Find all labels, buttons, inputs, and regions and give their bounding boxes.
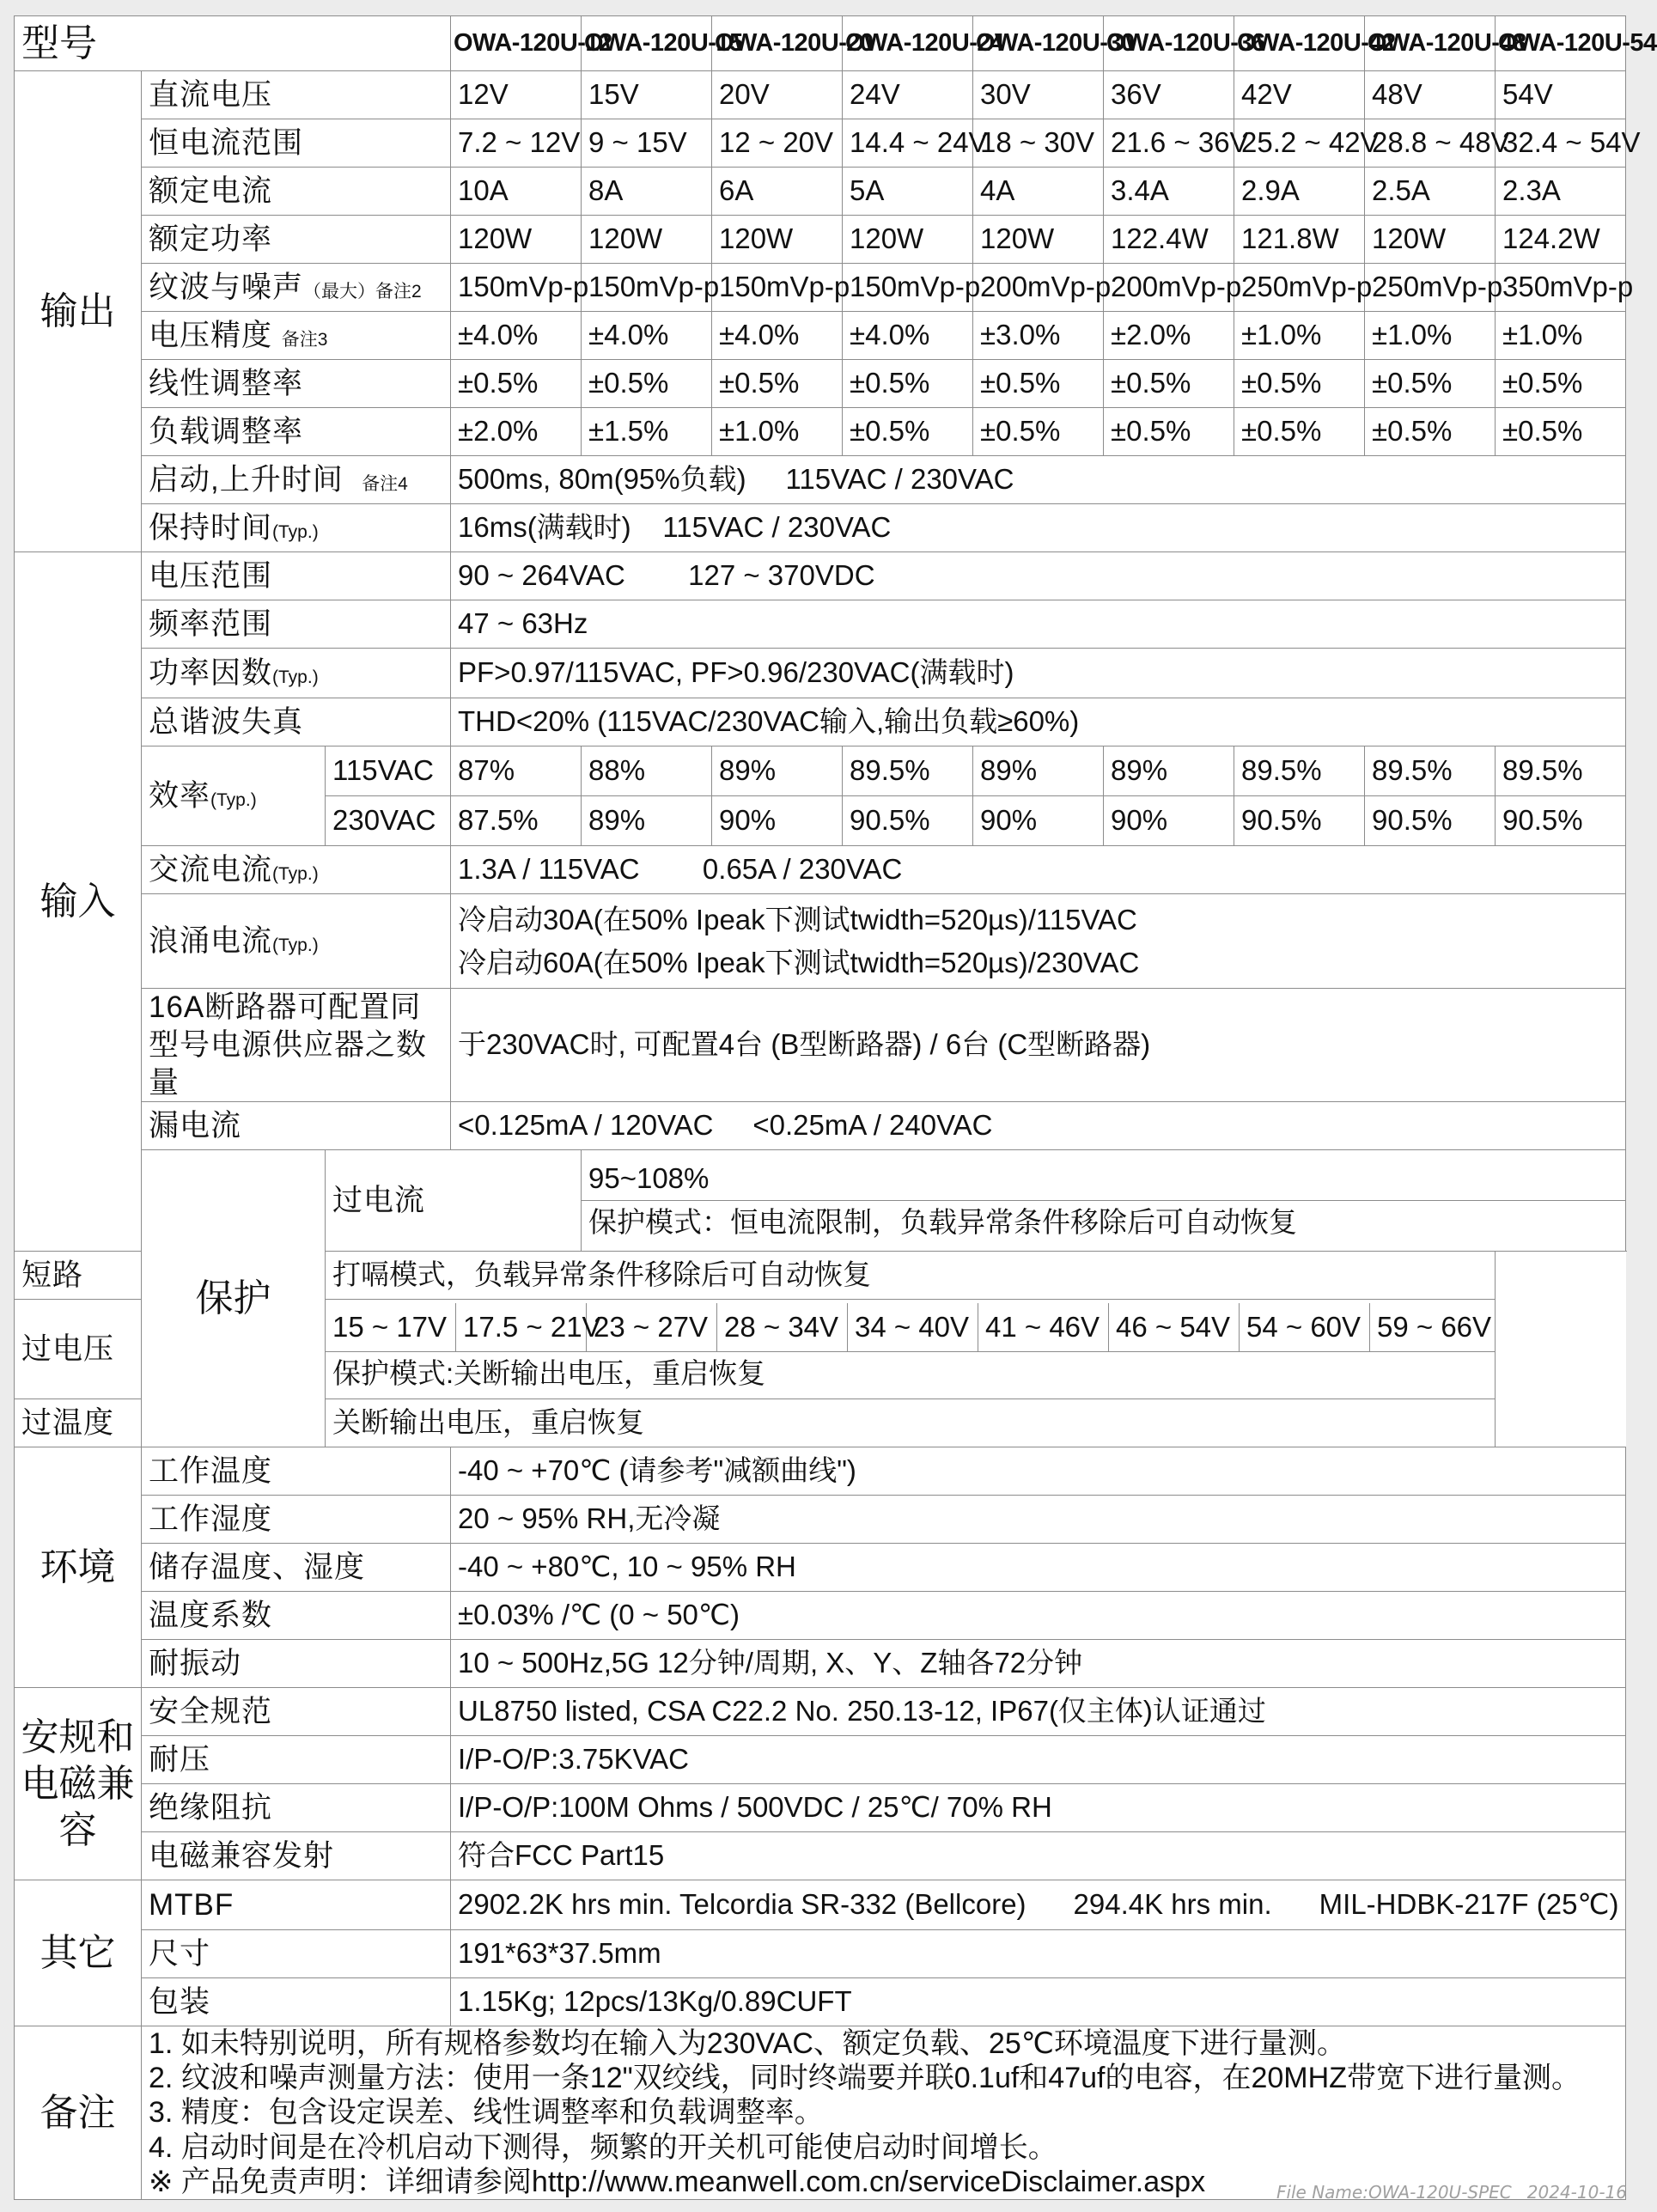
value-cell: ±0.5% (1234, 360, 1365, 408)
value-cell: ±4.0% (451, 312, 582, 360)
value-cell: 12 ~ 20V (712, 119, 843, 168)
row-label (142, 456, 451, 504)
value-cell: ±0.5% (1496, 360, 1626, 408)
value-cell: 90.5% (1365, 796, 1496, 846)
notes-cell (142, 2026, 1626, 2200)
row-label: 绝缘阻抗 (142, 1784, 451, 1832)
line-regulation-row (15, 360, 1626, 408)
value-cell: 120W (712, 216, 843, 264)
value-cell: ±0.5% (1365, 360, 1496, 408)
row-label: MTBF (142, 1880, 451, 1930)
value-cell: 15V (582, 71, 712, 119)
value-cell: 120W (1365, 216, 1496, 264)
value-cell: 2.5A (1365, 168, 1496, 216)
value-cell: 90% (973, 796, 1104, 846)
value-cell: 24V (843, 71, 973, 119)
value-cell: 121.8W (1234, 216, 1365, 264)
label-text: 功率因数 (149, 655, 273, 690)
safety-standards-row (15, 1688, 1626, 1736)
ovp-cell: 28 ~ 34V (717, 1303, 848, 1351)
value-cell: 89.5% (1496, 746, 1626, 796)
value-cell: 90.5% (1496, 796, 1626, 846)
row-label (142, 649, 451, 698)
value-cell: 48V (1365, 71, 1496, 119)
row-label: 尺寸 (142, 1930, 451, 1978)
note-item: 4. 启动时间是在冷机启动下测得，频繁的开关机可能使启动时间增长。 (149, 2130, 1057, 2164)
value-cell: 150mVp-p (712, 264, 843, 312)
value-cell: 87% (451, 746, 582, 796)
value-cell: ±1.5% (582, 408, 712, 456)
label-text: 效率 (149, 778, 211, 813)
value-cell: 32.4 ~ 54V (1496, 119, 1626, 168)
row-label: 安全规范 (142, 1688, 451, 1736)
note-item: 1. 如未特别说明，所有规格参数均在输入为230VAC、额定负载、25℃环境温度下进行量测。 (149, 2027, 1346, 2061)
note-tag: （最大）备注2 (303, 281, 422, 302)
row-label (142, 846, 451, 894)
value-cell: 25.2 ~ 42V (1234, 119, 1365, 168)
label-text: 启动,上升时间 (149, 462, 344, 497)
value-cell: 54V (1496, 71, 1626, 119)
row-label: 16A断路器可配置同型号电源供应器之数量 (142, 989, 451, 1102)
value-cell: ±4.0% (843, 312, 973, 360)
row-label: 过温度 (15, 1399, 326, 1447)
value-cell: 28.8 ~ 48V (1365, 119, 1496, 168)
value-cell: 124.2W (1496, 216, 1626, 264)
value-cell (451, 894, 1626, 989)
power-factor-row (15, 649, 1626, 698)
overload-line: 95~108% (588, 1162, 710, 1195)
value-cell: ±1.0% (1365, 312, 1496, 360)
row-label (142, 746, 326, 846)
value-cell: ±1.0% (1496, 312, 1626, 360)
value-cell: ±2.0% (451, 408, 582, 456)
value-cell: 89.5% (1365, 746, 1496, 796)
value-cell: 打嗝模式，负载异常条件移除后可自动恢复 (326, 1252, 1496, 1300)
note-tag: 备注3 (281, 329, 328, 350)
breaker-row (15, 989, 1626, 1102)
row-label: 温度系数 (142, 1592, 451, 1640)
value-cell: ±0.5% (843, 408, 973, 456)
value-cell: ±1.0% (712, 408, 843, 456)
value-cell: 89% (712, 746, 843, 796)
ac-current-row (15, 846, 1626, 894)
value-cell: 于230VAC时, 可配置4台 (B型断路器) / 6台 (C型断路器) (451, 989, 1626, 1102)
row-label: 总谐波失真 (142, 698, 451, 746)
value-cell: 1.15Kg; 12pcs/13Kg/0.89CUFT (451, 1978, 1626, 2026)
typ-tag: (Typ.) (272, 667, 319, 687)
spec-table (14, 15, 1657, 2200)
value-cell: 1.3A / 115VAC 0.65A / 230VAC (451, 846, 1626, 894)
row-label: 耐压 (142, 1736, 451, 1784)
row-label (142, 264, 451, 312)
row-label: 电磁兼容发射 (142, 1832, 451, 1880)
value-cell: I/P-O/P:100M Ohms / 500VDC / 25℃/ 70% RH (451, 1784, 1626, 1832)
value-cell: ±0.5% (1234, 408, 1365, 456)
label-text: 浪涌电流 (149, 923, 273, 958)
value-cell: 89% (1104, 746, 1234, 796)
ovp-cell: 46 ~ 54V (1109, 1303, 1240, 1351)
value-cell: I/P-O/P:3.75KVAC (451, 1736, 1626, 1784)
value-cell (582, 1150, 1626, 1252)
value-cell: -40 ~ +70℃ (请参考"减额曲线") (451, 1447, 1626, 1496)
value-cell: 90.5% (1234, 796, 1365, 846)
file-name: File Name:OWA-120U-SPEC (1276, 2182, 1512, 2203)
value-cell: 350mVp-p (1496, 264, 1626, 312)
category-safety: 安规和电磁兼容 (15, 1688, 142, 1880)
model-name: OWA-120U-12 (451, 16, 582, 71)
value-cell: 18 ~ 30V (973, 119, 1104, 168)
row-label: 短路 (15, 1252, 326, 1300)
value-cell: 12V (451, 71, 582, 119)
row-label: 过电压 (15, 1300, 326, 1399)
value-cell: 5A (843, 168, 973, 216)
row-label: 额定功率 (142, 216, 451, 264)
overload-line: 保护模式：恒电流限制，负载异常条件移除后可自动恢复 (582, 1200, 1625, 1244)
value-cell: 89.5% (1234, 746, 1365, 796)
ovp-mode: 保护模式:关断输出电压，重启恢复 (332, 1357, 766, 1390)
model-name: OWA-120U-42 (1234, 16, 1365, 71)
rated-current-row (15, 168, 1626, 216)
value-cell: PF>0.97/115VAC, PF>0.96/230VAC(满载时) (451, 649, 1626, 698)
row-label: 过电流 (326, 1150, 582, 1252)
row-label: 工作湿度 (142, 1496, 451, 1544)
efficiency-voltage: 230VAC (326, 796, 451, 846)
value-cell: 42V (1234, 71, 1365, 119)
value-cell: 200mVp-p (973, 264, 1104, 312)
value-cell: 47 ~ 63Hz (451, 600, 1626, 649)
category-protection: 保护 (142, 1150, 326, 1447)
inrush-line: 冷启动30A(在50% Ipeak下测试twidth=520µs)/115VAC (458, 903, 1137, 935)
frequency-range-row (15, 600, 1626, 649)
value-cell: ±0.5% (973, 360, 1104, 408)
value-cell: 21.6 ~ 36V (1104, 119, 1234, 168)
row-label (142, 894, 451, 989)
model-name: OWA-120U-24 (843, 16, 973, 71)
category-others: 其它 (15, 1880, 142, 2026)
model-name: OWA-120U-48 (1365, 16, 1496, 71)
value-cell: 120W (451, 216, 582, 264)
value-cell: ±0.03% /℃ (0 ~ 50℃) (451, 1592, 1626, 1640)
ripple-row (15, 264, 1626, 312)
typ-tag: (Typ.) (210, 789, 257, 810)
working-temp-row (15, 1447, 1626, 1496)
value-cell: 150mVp-p (843, 264, 973, 312)
ovp-cell: 15 ~ 17V (326, 1303, 456, 1351)
value-cell: 90% (1104, 796, 1234, 846)
label-text: 保持时间 (149, 510, 273, 545)
model-header-row (15, 16, 1626, 71)
dc-voltage-row (15, 71, 1626, 119)
model-name: OWA-120U-15 (582, 16, 712, 71)
efficiency-voltage: 115VAC (326, 746, 451, 796)
value-cell: 90% (712, 796, 843, 846)
note-item: 3. 精度：包含设定误差、线性调整率和负载调整率。 (149, 2096, 824, 2130)
value-cell: ±1.0% (1234, 312, 1365, 360)
value-cell: ±0.5% (1496, 408, 1626, 456)
value-cell: 8A (582, 168, 712, 216)
hold-up-row (15, 504, 1626, 552)
model-name: OWA-120U-30 (973, 16, 1104, 71)
value-cell: 16ms(满载时) 115VAC / 230VAC (451, 504, 1626, 552)
value-cell: ±0.5% (451, 360, 582, 408)
model-title: 型号 (15, 16, 451, 71)
row-label: 直流电压 (142, 71, 451, 119)
ovp-cell: 23 ~ 27V (587, 1303, 717, 1351)
value-cell: ±0.5% (1104, 408, 1234, 456)
value-cell: 3.4A (1104, 168, 1234, 216)
thd-row (15, 698, 1626, 746)
overload-row (15, 1150, 1626, 1252)
value-cell: 36V (1104, 71, 1234, 119)
value-cell: 89% (582, 796, 712, 846)
value-cell: 20V (712, 71, 843, 119)
working-humidity-row (15, 1496, 1626, 1544)
label-text: 纹波与噪声 (149, 270, 304, 304)
model-name: OWA-120U-36 (1104, 16, 1234, 71)
value-cell (326, 1300, 1496, 1399)
note-item: ※ 产品免责声明：详细请参阅http://www.meanwell.com.cn/serviceDisclaimer.aspx (149, 2165, 1206, 2198)
value-cell: 2.9A (1234, 168, 1365, 216)
value-cell: 符合FCC Part15 (451, 1832, 1626, 1880)
value-cell: 250mVp-p (1365, 264, 1496, 312)
value-cell: ±0.5% (1365, 408, 1496, 456)
value-cell: 10 ~ 500Hz,5G 12分钟/周期, X、Y、Z轴各72分钟 (451, 1640, 1626, 1688)
model-name: OWA-120U-20 (712, 16, 843, 71)
value-cell: UL8750 listed, CSA C22.2 No. 250.13-12, IP67(仅主体)认证通过 (451, 1688, 1626, 1736)
notes-row (15, 2026, 1626, 2200)
ovp-values (326, 1303, 1495, 1352)
note-item: 2. 纹波和噪声测量方法：使用一条12"双绞线，同时终端要并联0.1uf和47uf的电容，在20MHZ带宽下进行量测。 (149, 2062, 1581, 2095)
mtbf-row (15, 1880, 1626, 1930)
value-cell: -40 ~ +80℃, 10 ~ 95% RH (451, 1544, 1626, 1592)
category-environment: 环境 (15, 1447, 142, 1688)
value-cell: 14.4 ~ 24V (843, 119, 973, 168)
vibration-row (15, 1640, 1626, 1688)
row-label: 储存温度、湿度 (142, 1544, 451, 1592)
value-cell: 90 ~ 264VAC 127 ~ 370VDC (451, 552, 1626, 600)
row-label: 耐振动 (142, 1640, 451, 1688)
value-cell: 20 ~ 95% RH,无冷凝 (451, 1496, 1626, 1544)
leakage-row (15, 1102, 1626, 1150)
value-cell: 6A (712, 168, 843, 216)
ovp-cell: 17.5 ~ 21V (456, 1303, 587, 1351)
category-output: 输出 (15, 71, 142, 552)
inrush-line: 冷启动60A(在50% Ipeak下测试twidth=520µs)/230VAC (458, 946, 1140, 978)
value-cell: 150mVp-p (582, 264, 712, 312)
value-cell: 关断输出电压，重启恢复 (326, 1399, 1496, 1447)
emc-row (15, 1832, 1626, 1880)
typ-tag: (Typ.) (272, 935, 319, 955)
row-label: 电压范围 (142, 552, 451, 600)
file-date: 2024-10-16 (1526, 2182, 1627, 2203)
row-label (142, 504, 451, 552)
model-name: OWA-120U-54 (1496, 16, 1626, 71)
row-label: 额定电流 (142, 168, 451, 216)
over-temperature-row (15, 1399, 1626, 1447)
note-tag: 备注4 (362, 473, 408, 494)
value-cell: 120W (843, 216, 973, 264)
dimension-row (15, 1930, 1626, 1978)
load-regulation-row (15, 408, 1626, 456)
value-cell: 87.5% (451, 796, 582, 846)
value-cell: ±0.5% (712, 360, 843, 408)
value-cell: 30V (973, 71, 1104, 119)
value-cell: 191*63*37.5mm (451, 1930, 1626, 1978)
value-cell: 150mVp-p (451, 264, 582, 312)
value-cell: ±4.0% (712, 312, 843, 360)
label-text: 电压精度 (149, 318, 273, 352)
voltage-tolerance-row (15, 312, 1626, 360)
row-label: 频率范围 (142, 600, 451, 649)
row-label: 负载调整率 (142, 408, 451, 456)
category-notes: 备注 (15, 2026, 142, 2200)
row-label: 工作温度 (142, 1447, 451, 1496)
ovp-cell: 41 ~ 46V (978, 1303, 1109, 1351)
row-label (142, 312, 451, 360)
value-cell: ±3.0% (973, 312, 1104, 360)
typ-tag: (Typ.) (272, 863, 319, 884)
ovp-cell: 34 ~ 40V (848, 1303, 978, 1351)
value-cell: THD<20% (115VAC/230VAC输入,输出负载≥60%) (451, 698, 1626, 746)
isolation-row (15, 1784, 1626, 1832)
value-cell: 7.2 ~ 12V (451, 119, 582, 168)
row-label: 恒电流范围 (142, 119, 451, 168)
ovp-cell: 54 ~ 60V (1240, 1303, 1370, 1351)
value-cell: ±0.5% (1104, 360, 1234, 408)
rated-power-row (15, 216, 1626, 264)
label-text: 交流电流 (149, 852, 273, 887)
value-cell: 88% (582, 746, 712, 796)
value-cell: 200mVp-p (1104, 264, 1234, 312)
value-cell: 89% (973, 746, 1104, 796)
value-cell: ±0.5% (843, 360, 973, 408)
typ-tag: (Typ.) (272, 521, 319, 542)
row-label: 包装 (142, 1978, 451, 2026)
value-cell: 122.4W (1104, 216, 1234, 264)
value-cell: 10A (451, 168, 582, 216)
value-cell: 2.3A (1496, 168, 1626, 216)
value-cell: 120W (582, 216, 712, 264)
value-cell: ±2.0% (1104, 312, 1234, 360)
value-cell: 89.5% (843, 746, 973, 796)
cc-range-row (15, 119, 1626, 168)
row-label: 线性调整率 (142, 360, 451, 408)
value-cell: ±0.5% (973, 408, 1104, 456)
value-cell: 120W (973, 216, 1104, 264)
setup-rise-row (15, 456, 1626, 504)
storage-row (15, 1544, 1626, 1592)
packing-row (15, 1978, 1626, 2026)
row-label: 漏电流 (142, 1102, 451, 1150)
value-cell: 500ms, 80m(95%负载) 115VAC / 230VAC (451, 456, 1626, 504)
value-cell: ±0.5% (582, 360, 712, 408)
temp-coefficient-row (15, 1592, 1626, 1640)
value-cell: 4A (973, 168, 1104, 216)
value-cell: 250mVp-p (1234, 264, 1365, 312)
value-cell: 9 ~ 15V (582, 119, 712, 168)
ovp-cell: 59 ~ 66V (1377, 1311, 1492, 1344)
voltage-range-row (15, 552, 1626, 600)
footer (1276, 2182, 1627, 2203)
value-cell: 90.5% (843, 796, 973, 846)
inrush-current-row (15, 894, 1626, 989)
category-input: 输入 (15, 552, 142, 1252)
value-cell: 2902.2K hrs min. Telcordia SR-332 (Bellcore) 294.4K hrs min. MIL-HDBK-217F (25℃) (451, 1880, 1626, 1930)
efficiency-row-115 (15, 746, 1626, 796)
value-cell: ±4.0% (582, 312, 712, 360)
value-cell: <0.125mA / 120VAC <0.25mA / 240VAC (451, 1102, 1626, 1150)
withstand-voltage-row (15, 1736, 1626, 1784)
